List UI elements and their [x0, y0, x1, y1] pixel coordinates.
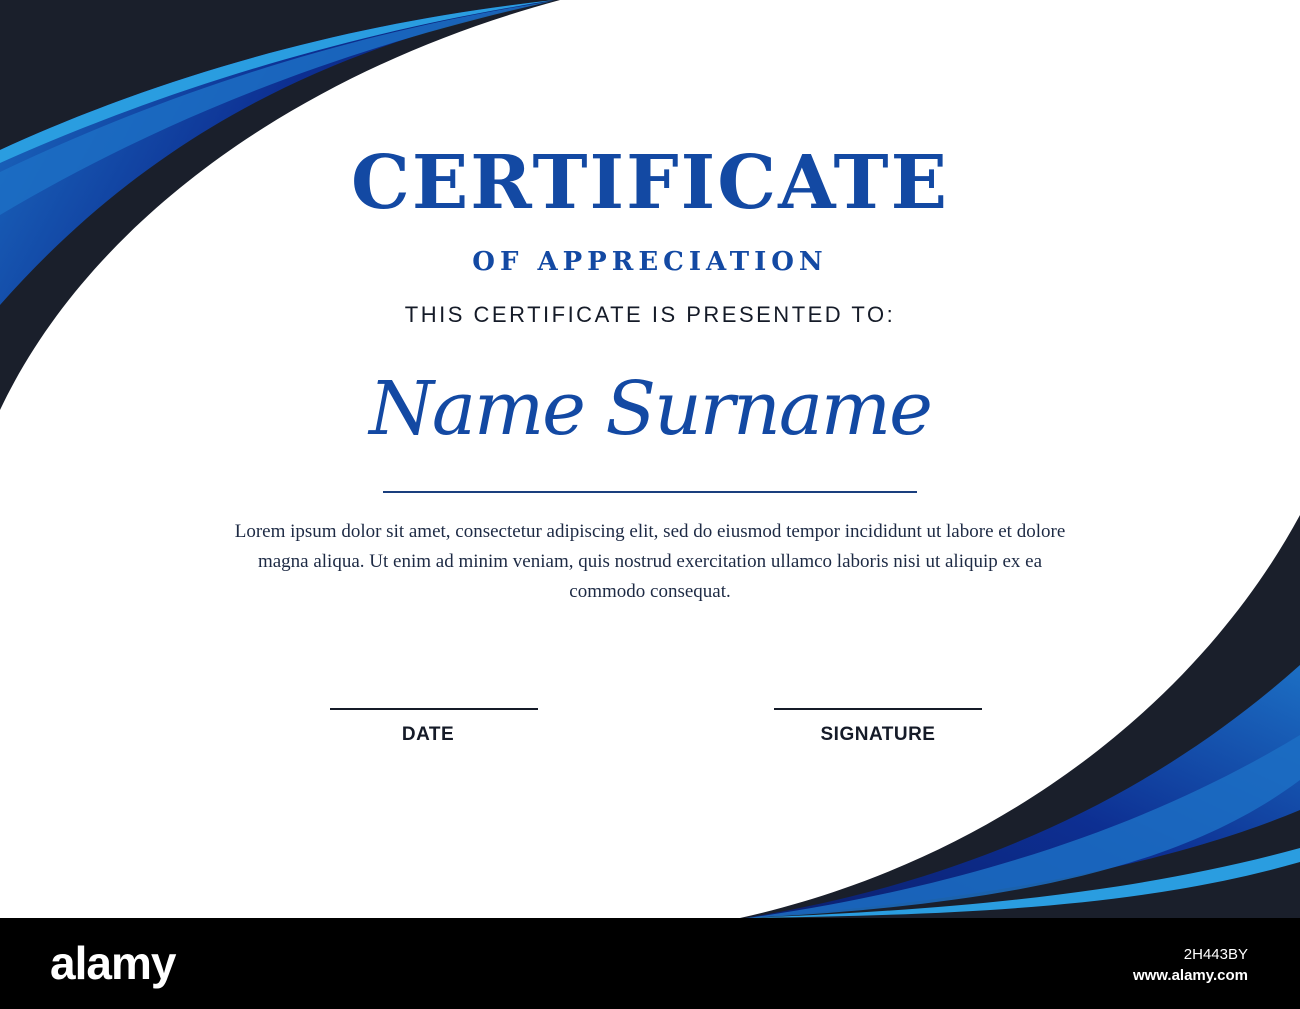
- recipient-name: Name Surname: [369, 366, 931, 452]
- name-underline: [383, 491, 917, 493]
- presented-to-label: THIS CERTIFICATE IS PRESENTED TO:: [404, 302, 896, 327]
- alamy-logo: alamy: [50, 937, 176, 989]
- site-url: www.alamy.com: [1132, 967, 1248, 984]
- signature-line: [774, 708, 982, 710]
- date-label: DATE: [401, 724, 455, 745]
- certificate-title: CERTIFICATE: [350, 140, 950, 226]
- date-line: [330, 708, 538, 710]
- stock-footer: [0, 918, 1300, 1009]
- image-id: 2H443BY: [1183, 946, 1248, 963]
- certificate-subtitle: OF APPRECIATION: [472, 247, 828, 277]
- signature-label: SIGNATURE: [820, 724, 936, 745]
- footer-info: [1133, 944, 1248, 986]
- certificate-body-text: Lorem ipsum dolor sit amet, consectetur adipiscing elit, sed do eiusmod tempor incididunt ut labore et dolore magna aliqua. Ut enim ad minim veniam, quis nostrud exercitation ullamco laboris nisi ut aliquip ex ea commodo consequat.: [234, 521, 1066, 602]
